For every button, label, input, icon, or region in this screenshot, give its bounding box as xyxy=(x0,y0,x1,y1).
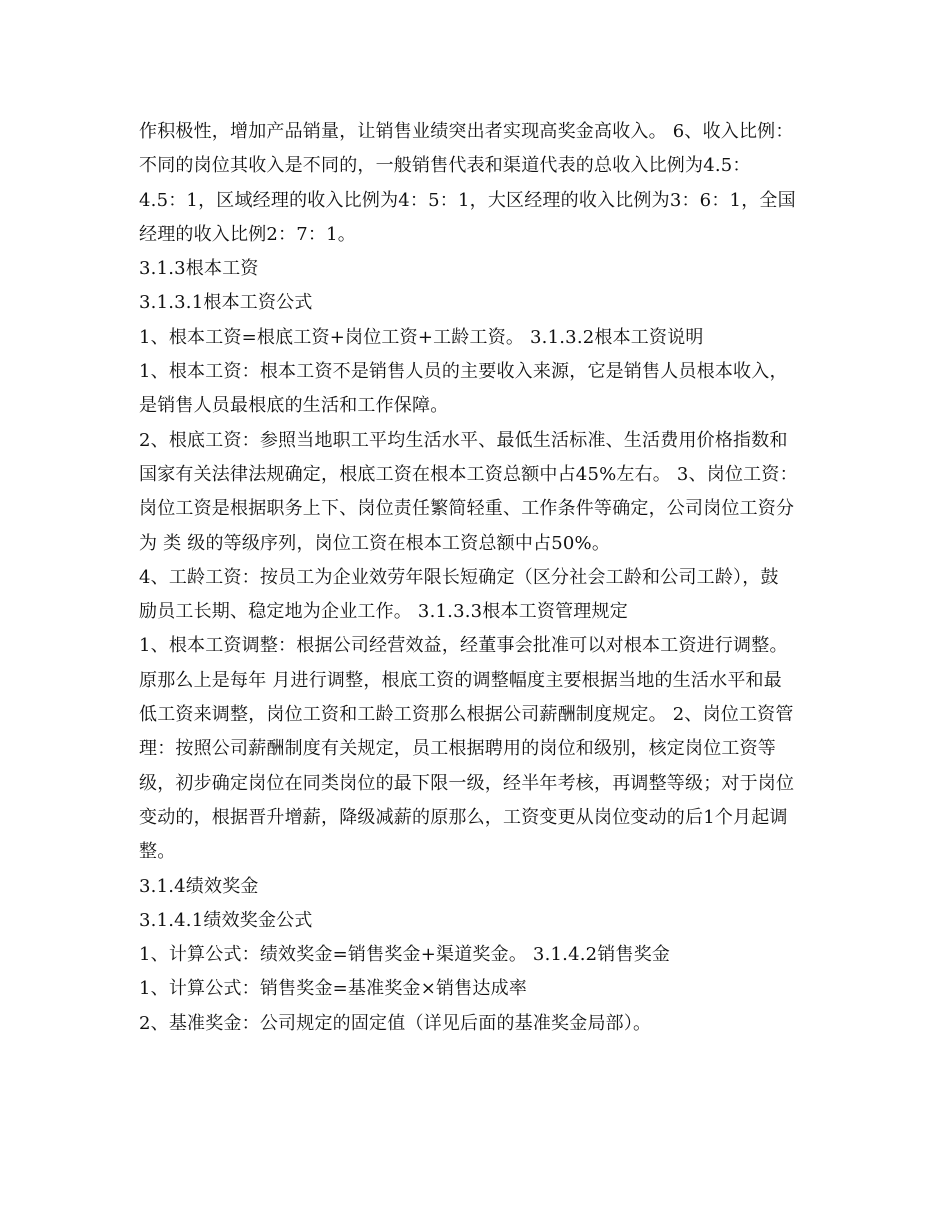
text-line: 2、根底工资：参照当地职工平均生活水平、最低生活标准、生活费用价格指数和 xyxy=(139,429,788,451)
text-line: 为 类 级的等级序列，岗位工资在根本工资总额中占50%。 xyxy=(139,532,611,554)
text-line: 变动的，根据晋升增薪，降级减薪的原那么，工资变更从岗位变动的后1个月起调 xyxy=(139,806,788,828)
text-line: 理：按照公司薪酬制度有关规定，员工根据聘用的岗位和级别，核定岗位工资等 xyxy=(139,738,776,760)
text-line: 4、工龄工资：按员工为企业效劳年限长短确定（区分社会工龄和公司工龄），鼓 xyxy=(139,566,779,588)
text-line: 是销售人员最根底的生活和工作保障。 xyxy=(139,395,449,417)
text-line: 低工资来调整，岗位工资和工龄工资那么根据公司薪酬制度规定。 2、岗位工资管 xyxy=(139,704,794,726)
section-heading: 3.1.3根本工资 xyxy=(139,258,259,280)
text-line: 经理的收入比例2：7：1。 xyxy=(139,223,356,245)
text-line: 作积极性，增加产品销量，让销售业绩突出者实现高奖金高收入。 6、收入比例： xyxy=(139,121,794,142)
text-line: 岗位工资是根据职务上下、岗位责任繁简轻重、工作条件等确定，公司岗位工资分 xyxy=(139,498,795,520)
section-heading: 3.1.4绩效奖金 xyxy=(139,875,259,897)
text-line: 1、根本工资：根本工资不是销售人员的主要收入来源，它是销售人员根本收入， xyxy=(139,361,788,383)
subsection-heading: 3.1.4.1绩效奖金公式 xyxy=(139,909,313,931)
text-line: 整。 xyxy=(139,841,176,863)
text-line: 1、计算公式：绩效奖金=销售奖金+渠道奖金。 3.1.4.2销售奖金 xyxy=(139,944,671,966)
document-body xyxy=(139,115,819,1041)
text-line: 1、根本工资调整：根据公司经营效益，经董事会批准可以对根本工资进行调整。 xyxy=(139,635,788,657)
text-line: 1、根本工资=根底工资+岗位工资+工龄工资。 3.1.3.2根本工资说明 xyxy=(139,326,704,348)
text-line: 励员工长期、稳定地为企业工作。 3.1.3.3根本工资管理规定 xyxy=(139,601,628,623)
text-line: 2、基准奖金：公司规定的固定值（详见后面的基准奖金局部）。 xyxy=(139,1012,652,1034)
subsection-heading: 3.1.3.1根本工资公式 xyxy=(139,292,313,314)
text-line: 1、计算公式：销售奖金=基准奖金×销售达成率 xyxy=(139,978,528,1000)
text-line: 国家有关法律法规确定，根底工资在根本工资总额中占45%左右。 3、岗位工资： xyxy=(139,463,798,485)
text-line: 原那么上是每年 月进行调整，根底工资的调整幅度主要根据当地的生活水平和最 xyxy=(139,669,782,691)
text-line: 级，初步确定岗位在同类岗位的最下限一级，经半年考核，再调整等级；对于岗位 xyxy=(139,772,795,794)
text-line: 不同的岗位其收入是不同的，一般销售代表和渠道代表的总收入比例为4.5： xyxy=(139,155,751,177)
text-line: 4.5：1，区域经理的收入比例为4：5：1，大区经理的收入比例为3：6：1，全国 xyxy=(139,189,796,211)
